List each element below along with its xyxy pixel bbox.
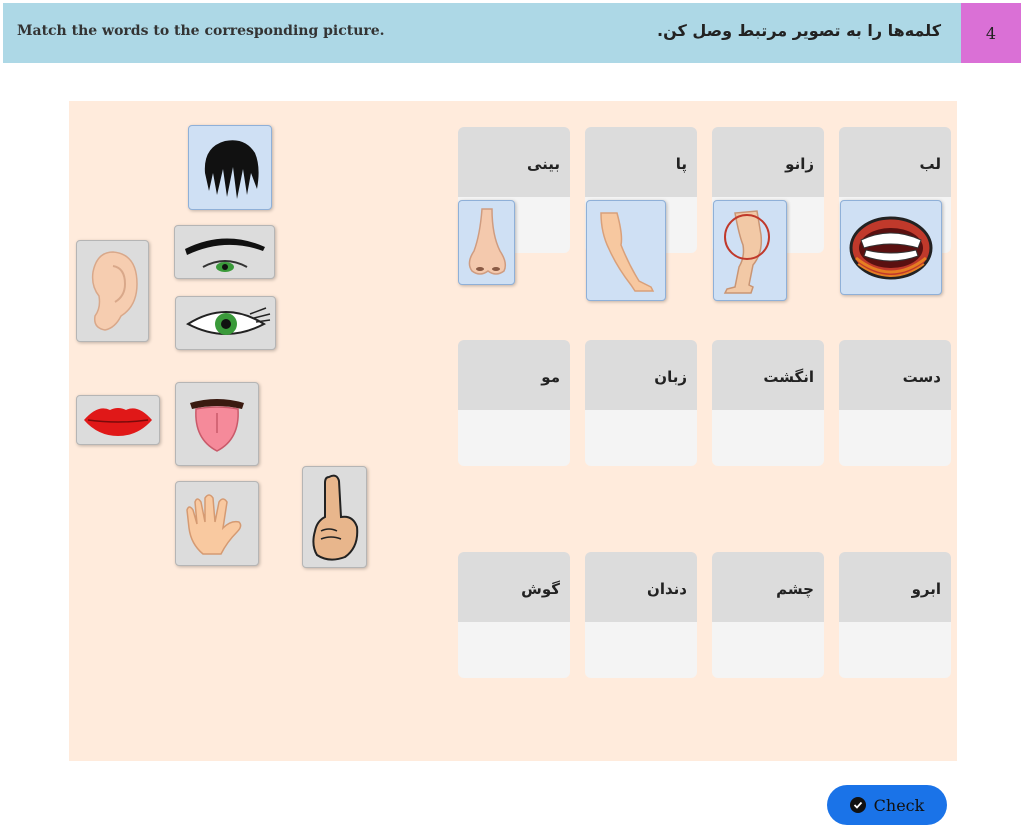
word-card-eye[interactable] bbox=[712, 552, 824, 678]
word-card-finger[interactable] bbox=[712, 340, 824, 466]
hand-icon bbox=[181, 488, 253, 560]
eyebrow-tile[interactable] bbox=[174, 225, 275, 279]
instruction-persian: کلمه‌ها را به تصویر مرتبط وصل کن. bbox=[657, 21, 941, 40]
eyebrow-icon bbox=[179, 229, 271, 275]
hair-tile[interactable] bbox=[188, 125, 272, 210]
word-label: چشم bbox=[712, 552, 824, 622]
word-card-ear[interactable] bbox=[458, 552, 570, 678]
drop-zone[interactable] bbox=[458, 622, 570, 678]
hand-tile[interactable] bbox=[175, 481, 259, 566]
question-number: 4 bbox=[961, 3, 1021, 63]
nose-icon bbox=[462, 205, 512, 281]
check-button-label: Check bbox=[873, 795, 925, 815]
knee-icon bbox=[717, 205, 783, 297]
check-button[interactable] bbox=[827, 785, 947, 825]
word-label: پا bbox=[585, 127, 697, 197]
finger-tile[interactable] bbox=[302, 466, 367, 568]
eye-icon bbox=[180, 300, 272, 346]
instruction-header bbox=[3, 3, 1021, 63]
word-label: بینی bbox=[458, 127, 570, 197]
word-label: زبان bbox=[585, 340, 697, 410]
tongue-tile[interactable] bbox=[175, 382, 259, 466]
tongue-icon bbox=[182, 389, 252, 459]
instruction-english: Match the words to the corresponding picture. bbox=[17, 23, 385, 39]
matching-activity bbox=[69, 101, 957, 761]
word-card-tooth[interactable] bbox=[585, 552, 697, 678]
drop-zone[interactable] bbox=[458, 410, 570, 466]
word-label: مو bbox=[458, 340, 570, 410]
word-card-eyebrow[interactable] bbox=[839, 552, 951, 678]
hair-icon bbox=[195, 133, 265, 203]
ear-tile[interactable] bbox=[76, 240, 149, 342]
word-label: دست bbox=[839, 340, 951, 410]
leg-icon bbox=[591, 205, 661, 297]
word-label: زانو bbox=[712, 127, 824, 197]
finger-icon bbox=[307, 471, 363, 563]
ear-icon bbox=[83, 246, 143, 336]
word-label: دندان bbox=[585, 552, 697, 622]
drop-zone[interactable] bbox=[712, 622, 824, 678]
knee-tile[interactable] bbox=[713, 200, 787, 301]
lips-icon bbox=[80, 400, 156, 440]
leg-tile[interactable] bbox=[586, 200, 666, 301]
eye-tile[interactable] bbox=[175, 296, 276, 350]
word-label: گوش bbox=[458, 552, 570, 622]
check-circle-icon bbox=[850, 797, 866, 813]
mouth-teeth-tile[interactable] bbox=[840, 200, 942, 295]
word-label: انگشت bbox=[712, 340, 824, 410]
drop-zone[interactable] bbox=[585, 622, 697, 678]
word-card-hand[interactable] bbox=[839, 340, 951, 466]
drop-zone[interactable] bbox=[712, 410, 824, 466]
word-card-tongue[interactable] bbox=[585, 340, 697, 466]
mouth-teeth-icon bbox=[846, 208, 936, 288]
word-card-hair[interactable] bbox=[458, 340, 570, 466]
lips-tile[interactable] bbox=[76, 395, 160, 445]
drop-zone[interactable] bbox=[839, 410, 951, 466]
nose-tile[interactable] bbox=[458, 200, 515, 285]
word-label: ابرو bbox=[839, 552, 951, 622]
drop-zone[interactable] bbox=[839, 622, 951, 678]
drop-zone[interactable] bbox=[585, 410, 697, 466]
word-label: لب bbox=[839, 127, 951, 197]
